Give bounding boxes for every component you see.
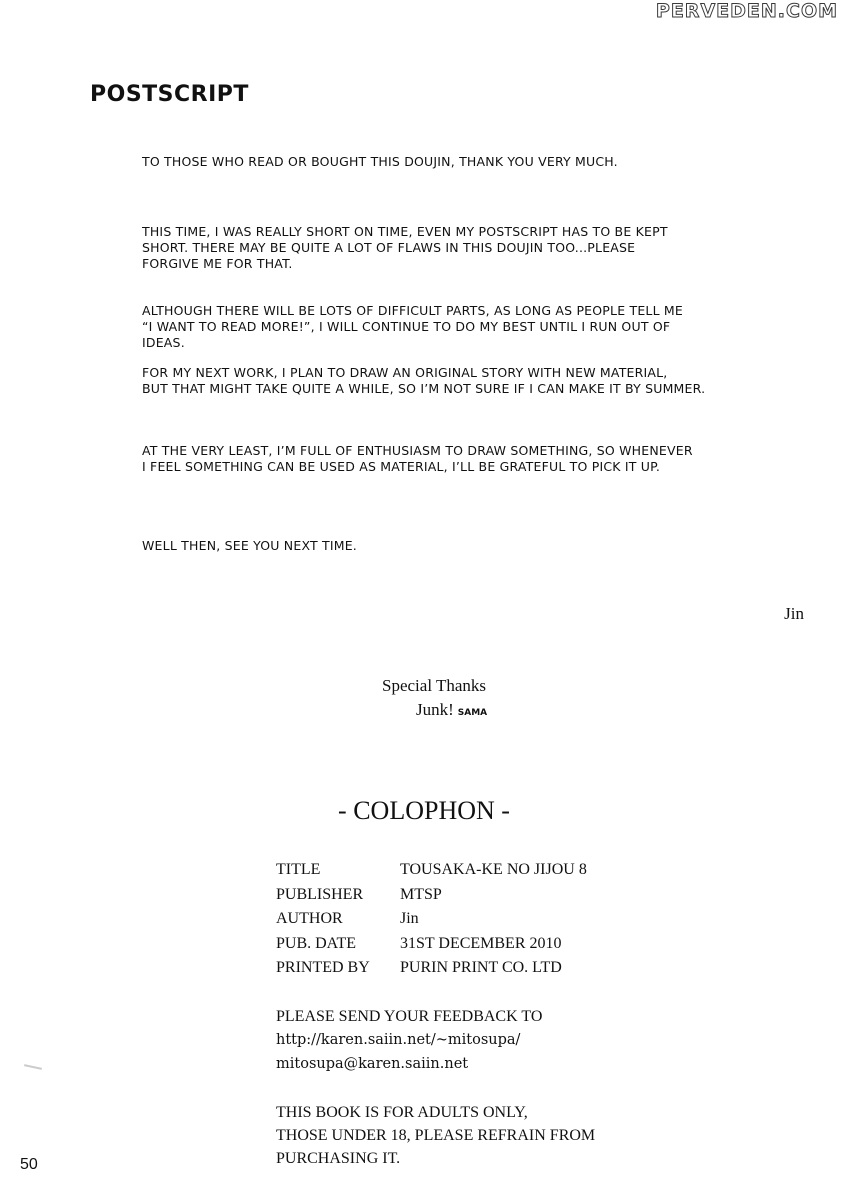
colophon-title: - COLOPHON - [338, 796, 510, 825]
postscript-paragraph-2: THIS TIME, I WAS REALLY SHORT ON TIME, EVEN MY POSTSCRIPT HAS TO BE KEPT SHORT. THERE MAY BE QUITE A LOT OF FLAWS IN THIS DOUJIN TOO...PLEASE FORGIVE ME FOR THAT. [142, 224, 668, 271]
colophon-value: Jin [400, 910, 419, 927]
colophon-value: MTSP [400, 885, 442, 903]
colophon-key: PUB. DATE [276, 934, 357, 952]
adult-notice: THIS BOOK IS FOR ADULTS ONLY, THOSE UNDER 18, PLEASE REFRAIN FROM PURCHASING IT. [276, 1104, 596, 1167]
postscript-title: POSTSCRIPT [90, 82, 249, 107]
author-signature: Jin [784, 604, 804, 623]
site-watermark: PERVEDEN.COM [646, 0, 848, 22]
colophon-row [276, 886, 587, 911]
colophon-key: AUTHOR [276, 910, 343, 927]
colophon-key: PUBLISHER [276, 885, 364, 903]
colophon-key: TITLE [276, 861, 321, 878]
colophon-table [276, 861, 587, 984]
feedback-email: mitosupa@karen.saiin.net [276, 1056, 469, 1072]
page-number: 50 [20, 1156, 38, 1173]
special-thanks-label: Special Thanks [382, 676, 487, 695]
postscript-paragraph-1: TO THOSE WHO READ OR BOUGHT THIS DOUJIN, THANK YOU VERY MUCH. [142, 154, 618, 169]
colophon-row [276, 910, 587, 935]
thanks-honorific: SAMA [457, 708, 488, 718]
colophon-row [276, 959, 587, 984]
thanks-name-text: Junk! [416, 700, 454, 719]
colophon-row [276, 935, 587, 960]
feedback-url: http://karen.saiin.net/~mitosupa/ [276, 1032, 521, 1048]
colophon-key: PRINTED BY [276, 959, 370, 976]
colophon-value: TOUSAKA-KE NO JIJOU 8 [400, 861, 587, 878]
postscript-paragraph-5: AT THE VERY LEAST, I’M FULL OF ENTHUSIASM TO DRAW SOMETHING, SO WHENEVER I FEEL SOMETHING CAN BE USED AS MATERIAL, I’LL BE GRATEFUL TO PICK IT UP. [142, 443, 693, 474]
colophon-row [276, 861, 587, 886]
postscript-paragraph-6: WELL THEN, SEE YOU NEXT TIME. [142, 538, 357, 553]
postscript-paragraph-3: ALTHOUGH THERE WILL BE LOTS OF DIFFICULT PARTS, AS LONG AS PEOPLE TELL ME “I WANT TO READ MORE!”, I WILL CONTINUE TO DO MY BEST UNTIL I RUN OUT OF IDEAS. [142, 303, 684, 350]
paper-smudge [24, 1064, 42, 1070]
colophon-value: 31ST DECEMBER 2010 [400, 934, 562, 952]
special-thanks-name [416, 700, 487, 720]
postscript-paragraph-4: FOR MY NEXT WORK, I PLAN TO DRAW AN ORIGINAL STORY WITH NEW MATERIAL, BUT THAT MIGHT TAKE QUITE A WHILE, SO I’M NOT SURE IF I CAN MAKE IT BY SUMMER. [142, 365, 706, 396]
colophon-value: PURIN PRINT CO. LTD [400, 959, 562, 976]
feedback-heading: PLEASE SEND YOUR FEEDBACK TO [276, 1008, 543, 1025]
